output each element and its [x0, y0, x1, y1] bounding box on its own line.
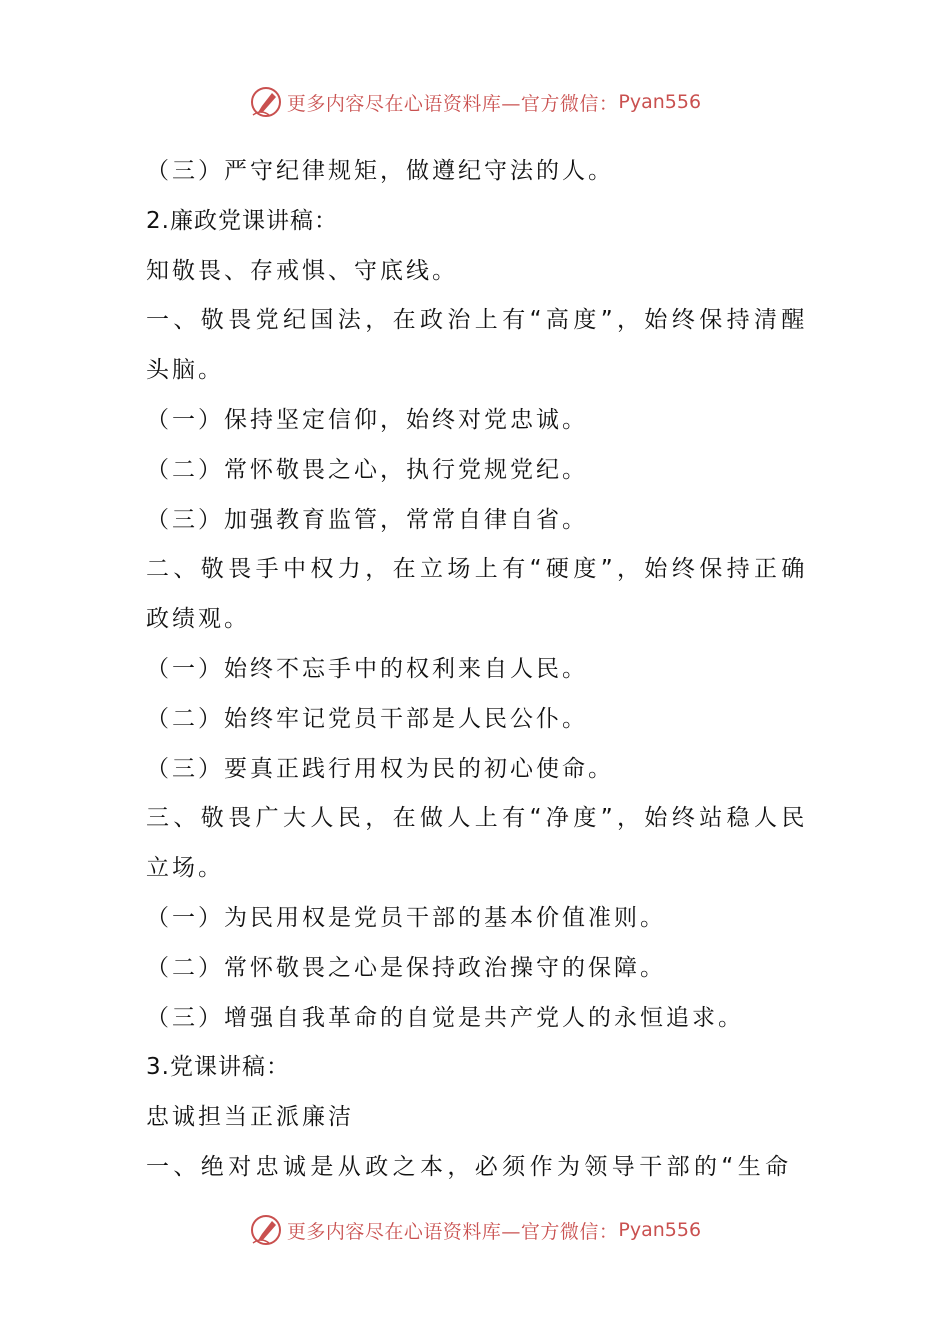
text-line: 头脑。	[146, 357, 224, 384]
text-line: 知敬畏、存戒惧、守底线。	[146, 257, 458, 284]
text-line: 一、绝对忠诚是从政之本，必须作为领导干部的“生命	[146, 1153, 793, 1180]
section-heading: 3.党课讲稿：	[146, 1054, 290, 1081]
text-line: （二）常怀敬畏之心，执行党规党纪。	[146, 456, 588, 483]
text-line: 一、敬畏党纪国法，在政治上有“高度”，始终保持清醒	[146, 307, 809, 334]
document-body	[146, 147, 808, 1193]
text-line: 政绩观。	[146, 606, 250, 633]
text-line: （三）严守纪律规矩，做遵纪守法的人。	[146, 158, 614, 184]
text-line: （一）为民用权是党员干部的基本价值准则。	[146, 904, 666, 931]
text-line: （一）保持坚定信仰，始终对党忠诚。	[146, 406, 588, 433]
pen-nib-logo-icon	[249, 1213, 283, 1247]
header-banner	[0, 82, 950, 122]
text-line: （三）增强自我革命的自觉是共产党人的永恒追求。	[146, 1004, 744, 1031]
text-line: 二、敬畏手中权力，在立场上有“硬度”，始终保持正确	[146, 556, 809, 583]
text-line: 三、敬畏广大人民，在做人上有“净度”，始终站稳人民	[146, 805, 809, 832]
banner-contact: Pyan556	[618, 1219, 702, 1241]
text-line: （二）常怀敬畏之心是保持政治操守的保障。	[146, 954, 666, 981]
text-line: （一）始终不忘手中的权利来自人民。	[146, 655, 588, 682]
banner-contact: Pyan556	[618, 91, 702, 113]
text-line: （二）始终牢记党员干部是人民公仆。	[146, 705, 588, 732]
text-line: 忠诚担当正派廉洁	[146, 1104, 354, 1131]
text-line: （三）要真正践行用权为民的初心使命。	[146, 755, 614, 782]
pen-nib-logo-icon	[249, 85, 283, 119]
footer-banner	[0, 1210, 950, 1250]
text-line: （三）加强教育监管，常常自律自省。	[146, 506, 588, 533]
section-heading: 2.廉政党课讲稿：	[146, 207, 338, 234]
banner-text: 更多内容尽在心语资料库—官方微信：	[286, 1220, 619, 1243]
banner-text: 更多内容尽在心语资料库—官方微信：	[286, 92, 619, 115]
text-line: 立场。	[146, 855, 224, 882]
